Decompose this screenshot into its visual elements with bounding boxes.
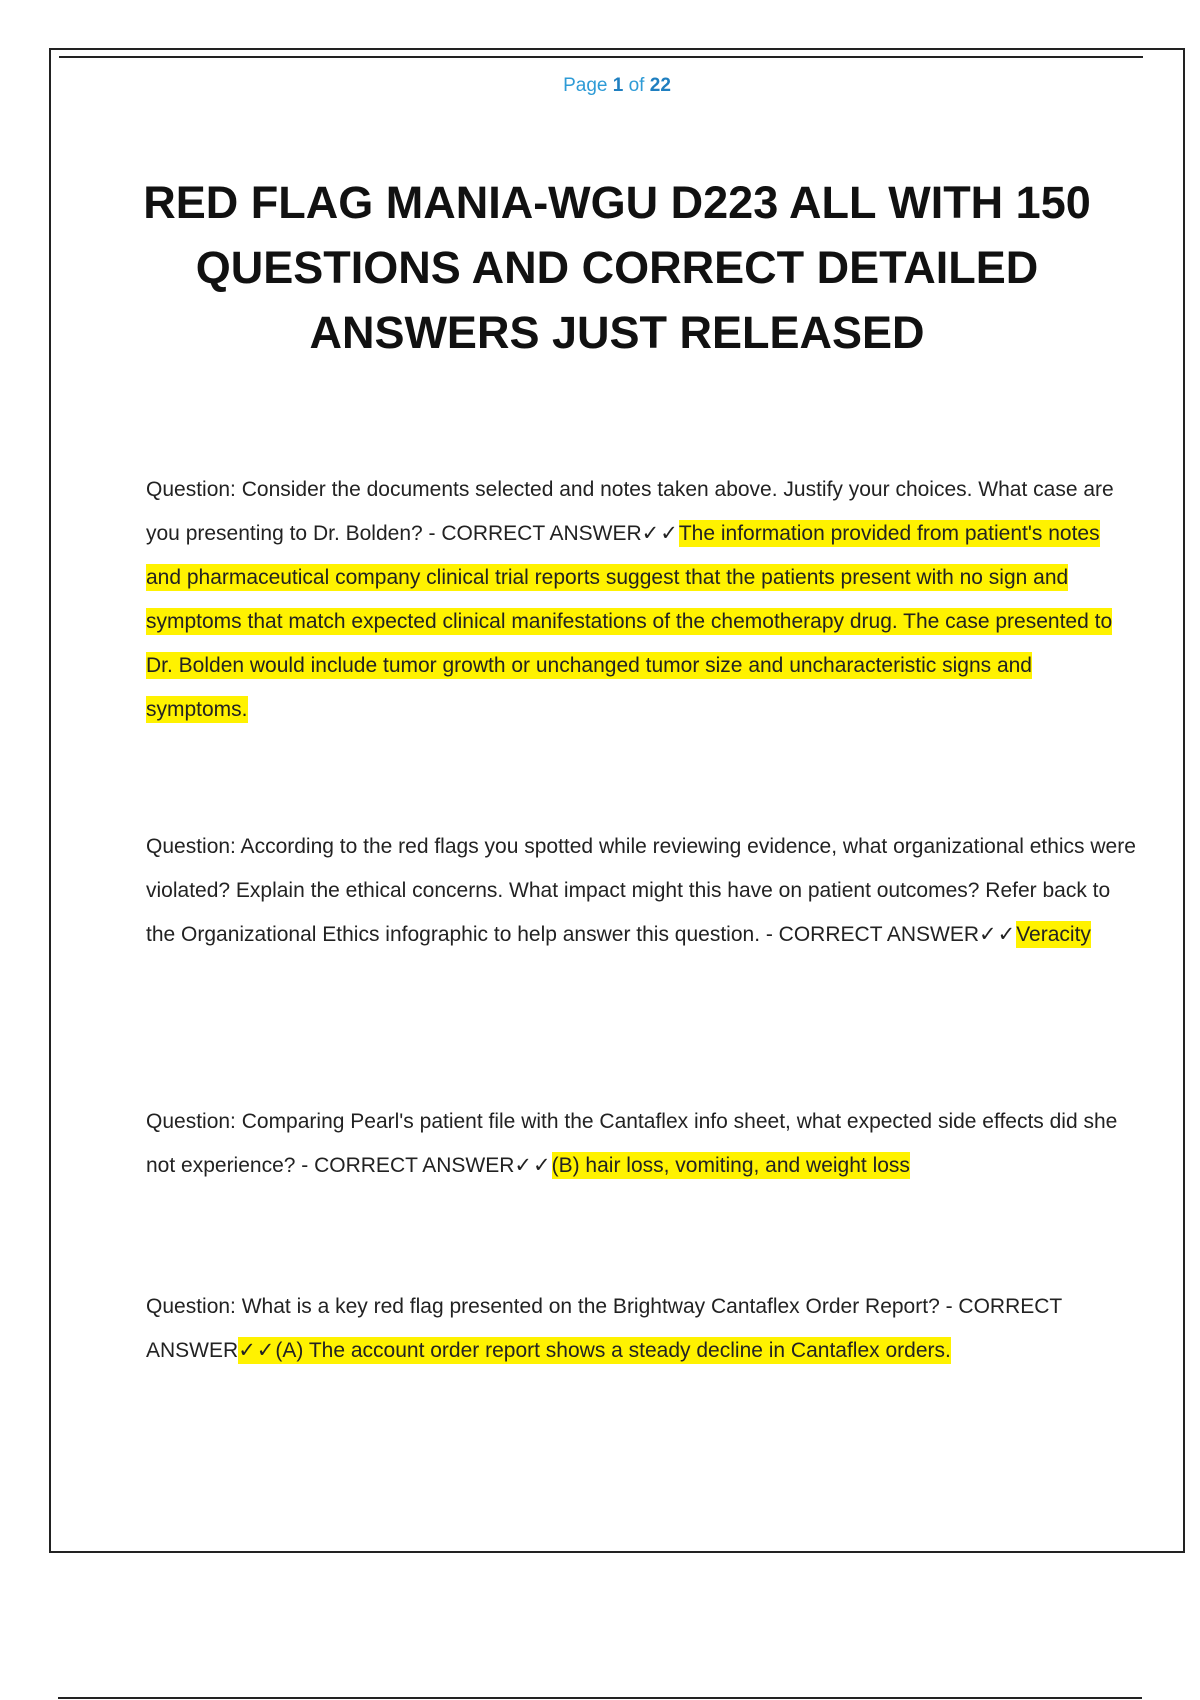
highlighted-answer: Veracity <box>1016 923 1091 946</box>
question-text: Question: According to the red flags you spotted while reviewing evidence, what organizational ethics were violated? Explain the ethical concerns. What impact might this have on patient outcomes? Refer back to the Organizational Ethics infographic to help answer this question. - CORRECT ANSWER <box>146 835 1136 946</box>
highlighted-answer: The information provided from patient's notes and pharmaceutical company clinical trial reports suggest that the patients present with no sign and symptoms that match expected clinical manifestations of the chemotherapy drug. The case presented to Dr. Bolden would include tumor growth or unchanged tumor size and uncharacteristic signs and symptoms. <box>146 522 1113 721</box>
qa-item <box>146 468 1136 732</box>
qa-item <box>146 1285 1136 1373</box>
check-icon: ✓✓ <box>514 1154 552 1177</box>
qa-item <box>146 825 1136 957</box>
page-frame <box>49 48 1185 1553</box>
question-text: Question: Consider the documents selected and notes taken above. Justify your choices. What case are you presenting to Dr. Bolden? - CORRECT ANSWER <box>146 478 1114 545</box>
page-current: 1 <box>612 75 624 96</box>
qa-item <box>146 1100 1136 1188</box>
top-divider <box>59 56 1143 58</box>
page-counter <box>51 75 1183 97</box>
page-total: 22 <box>649 75 671 96</box>
page-prefix: Page <box>563 75 608 96</box>
question-text: Question: What is a key red flag presented on the Brightway Cantaflex Order Report? - CORRECT ANSWER <box>146 1295 1062 1362</box>
highlighted-answer: (B) hair loss, vomiting, and weight loss <box>551 1154 910 1177</box>
check-icon: ✓✓ <box>238 1339 276 1362</box>
check-icon: ✓✓ <box>641 522 679 545</box>
document-title: RED FLAG MANIA-WGU D223 ALL WITH 150 QUESTIONS AND CORRECT DETAILED ANSWERS JUST RELEASED <box>143 177 1091 358</box>
bottom-divider <box>58 1697 1142 1699</box>
page-of: of <box>628 75 645 96</box>
check-icon: ✓✓ <box>979 923 1017 946</box>
question-text: Question: Comparing Pearl's patient file with the Cantaflex info sheet, what expected side effects did she not experience? - CORRECT ANSWER <box>146 1110 1118 1177</box>
highlighted-answer: (A) The account order report shows a steady decline in Cantaflex orders. <box>275 1339 951 1362</box>
